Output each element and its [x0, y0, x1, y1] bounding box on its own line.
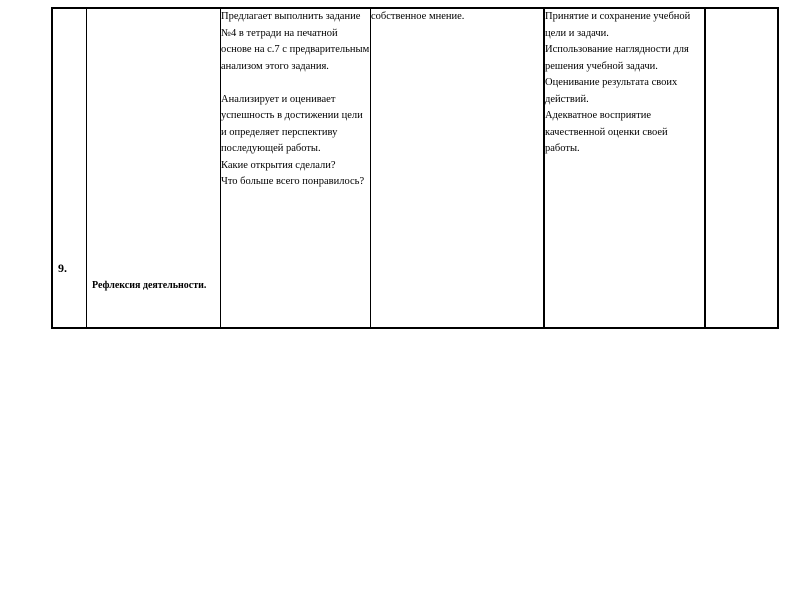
teacher-activity-cell — [221, 8, 371, 328]
uud-item: Оценивание результата своих действий. — [545, 77, 678, 105]
teacher-activity-text: Предлагает выполнить задание №4 в тетради на печатной основе на с.7 с предварительным анализом этого задания. — [221, 11, 370, 72]
empty-cell — [705, 8, 778, 328]
teacher-question: Что больше всего понравилось? — [221, 176, 365, 187]
student-activity-text: собственное мнение. — [371, 11, 465, 22]
stage-name: Рефлексия деятельности. — [92, 280, 207, 291]
uud-item: Адекватное восприятие качественной оценки своей работы. — [545, 110, 668, 154]
student-activity-cell — [371, 8, 545, 328]
stage-number-cell — [52, 8, 87, 328]
stage-number: 9. — [58, 261, 67, 275]
uud-cell — [544, 8, 705, 328]
uud-item: Использование наглядности для решения учебной задачи. — [545, 44, 689, 72]
lesson-plan-table — [51, 7, 779, 329]
uud-item: Принятие и сохранение учебной цели и задачи. — [545, 11, 691, 39]
teacher-activity-text: Анализирует и оценивает успешность в достижении цели и определяет перспективу последующей работы. — [221, 93, 363, 154]
teacher-question: Какие открытия сделали? — [221, 159, 336, 171]
stage-name-cell — [87, 8, 221, 328]
table-row — [52, 8, 778, 328]
